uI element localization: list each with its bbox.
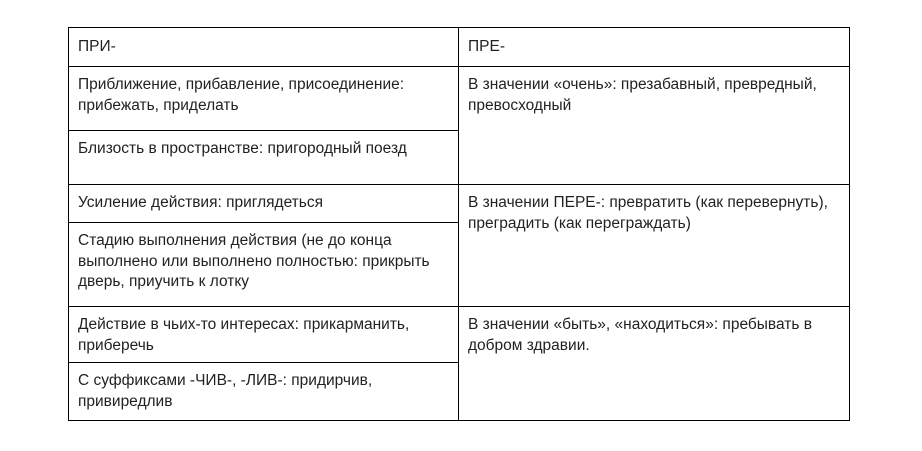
pri-rule-cell: Усиление действия: приглядеться xyxy=(69,185,459,223)
pri-rule-cell: С суффиксами -ЧИВ-, -ЛИВ-: придирчив, привиредлив xyxy=(69,363,459,421)
prefix-rules-table xyxy=(68,27,850,421)
table-row xyxy=(69,67,850,131)
pri-rule-cell: Близость в пространстве: пригородный поезд xyxy=(69,131,459,185)
pri-rule-cell: Действие в чьих-то интересах: прикарманить, приберечь xyxy=(69,307,459,363)
table-row xyxy=(69,307,850,363)
pre-rule-cell: В значении ПЕРЕ-: превратить (как перевернуть), преградить (как переграждать) xyxy=(459,185,850,307)
pri-rule-cell: Приближение, прибавление, присоединение: прибежать, приделать xyxy=(69,67,459,131)
pri-rule-cell: Стадию выполнения действия (не до конца выполнено или выполнено полностью: прикрыть дверь, приучить к лотку xyxy=(69,223,459,307)
table-header-row xyxy=(69,28,850,67)
header-cell-pre: ПРЕ- xyxy=(459,28,850,67)
table-row xyxy=(69,185,850,223)
header-cell-pri: ПРИ- xyxy=(69,28,459,67)
pre-rule-cell: В значении «быть», «находиться»: пребывать в добром здравии. xyxy=(459,307,850,421)
pre-rule-cell: В значении «очень»: презабавный, превредный, превосходный xyxy=(459,67,850,185)
